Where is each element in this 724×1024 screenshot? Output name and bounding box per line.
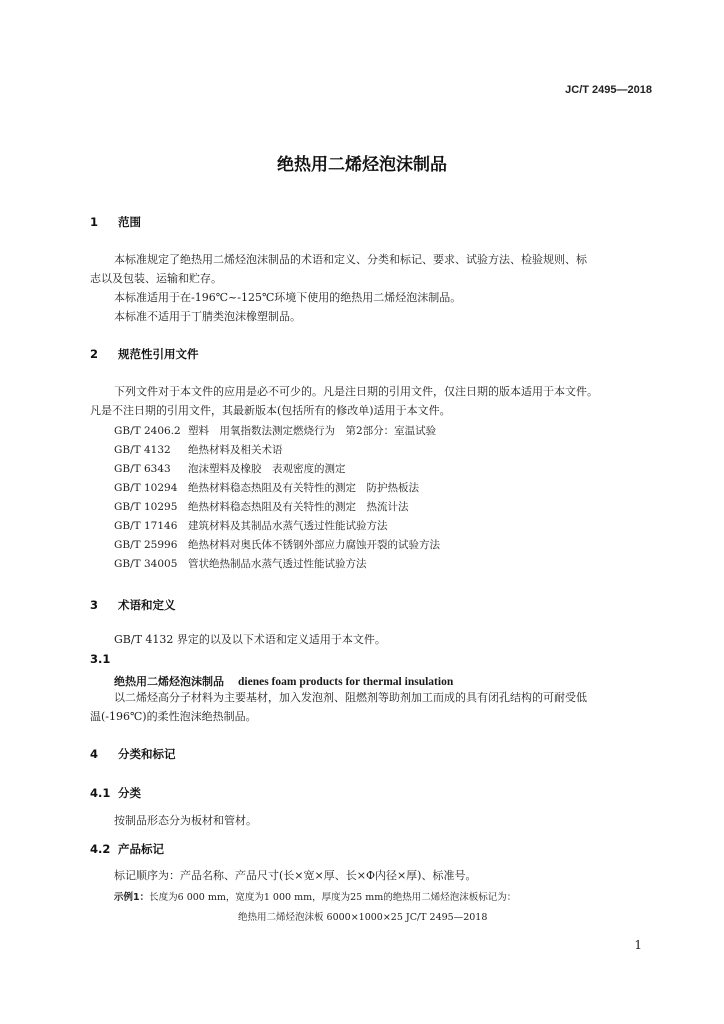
example-line	[114, 889, 516, 903]
section-1-para-1-line-2: 志以及包装、运输和贮存。	[90, 272, 222, 285]
reference-code: GB/T 6343	[114, 463, 171, 475]
section-1-para-3: 本标准不适用于丁腈类泡沫橡塑制品。	[114, 310, 301, 323]
reference-item	[114, 537, 440, 552]
example-marking: 绝热用二烯烃泡沫板 6000×1000×25 JC/T 2495—2018	[238, 912, 488, 923]
reference-code: GB/T 34005	[114, 558, 178, 570]
subsection-number: 4.1	[90, 786, 111, 800]
term-english: dienes foam products for thermal insulation	[238, 676, 454, 688]
section-title: 范围	[118, 215, 141, 229]
reference-title: 建筑材料及其制品水蒸气透过性能试验方法	[188, 520, 388, 532]
section-title: 分类和标记	[118, 747, 176, 761]
subsection-4-1-heading	[90, 785, 141, 801]
section-2-intro-line-2: 凡是不注日期的引用文件，其最新版本(包括所有的修改单)适用于本文件。	[90, 404, 451, 417]
reference-item	[114, 423, 436, 438]
subsection-title: 分类	[118, 786, 141, 800]
term-definition-line-2: 温(-196℃)的柔性泡沫绝热制品。	[90, 710, 257, 723]
subsection-4-2-heading	[90, 841, 164, 857]
document-title: 绝热用二烯烃泡沫制品	[277, 155, 447, 175]
reference-code: GB/T 17146	[114, 520, 178, 532]
reference-title: 泡沫塑料及橡胶 表观密度的测定	[188, 463, 346, 475]
reference-item	[114, 480, 419, 495]
section-number: 4	[90, 747, 99, 761]
example-text: 长度为6 000 mm，宽度为1 000 mm，厚度为25 mm的绝热用二烯烃泡沫板标记为：	[149, 892, 517, 903]
reference-item	[114, 461, 346, 476]
reference-title: 管状绝热制品水蒸气透过性能试验方法	[188, 558, 367, 570]
section-title: 术语和定义	[118, 598, 176, 612]
subsection-title: 产品标记	[118, 842, 164, 856]
subsection-number: 4.2	[90, 842, 111, 856]
reference-code: GB/T 10295	[114, 501, 178, 513]
reference-item	[114, 518, 388, 533]
section-3-heading	[90, 597, 176, 613]
term-entry	[114, 670, 453, 689]
section-1-para-1-line-1: 本标准规定了绝热用二烯烃泡沫制品的术语和定义、分类和标记、要求、试验方法、检验规则、标	[114, 253, 587, 266]
reference-title: 塑料 用氧指数法测定燃烧行为 第2部分：室温试验	[188, 425, 437, 437]
reference-code: GB/T 4132	[114, 444, 171, 456]
page-number: 1	[634, 938, 642, 952]
section-2-heading	[90, 346, 199, 362]
section-3-intro: GB/T 4132 界定的以及以下术语和定义适用于本文件。	[114, 633, 386, 646]
section-1-heading	[90, 214, 141, 230]
example-label: 示例1：	[114, 892, 150, 903]
subsection-4-1-text: 按制品形态分为板材和管材。	[114, 814, 257, 827]
reference-title: 绝热材料稳态热阻及有关特性的测定 防护热板法	[188, 482, 419, 494]
standard-code: JC/T 2495—2018	[565, 84, 652, 96]
reference-item	[114, 499, 409, 514]
section-number: 2	[90, 347, 99, 361]
reference-title: 绝热材料稳态热阻及有关特性的测定 热流计法	[188, 501, 409, 513]
section-number: 3	[90, 598, 99, 612]
marking-order-text: 标记顺序为：产品名称、产品尺寸(长×宽×厚、长×Φ内径×厚)、标准号。	[114, 869, 477, 882]
reference-item	[114, 556, 367, 571]
term-definition-line-1: 以二烯烃高分子材料为主要基材，加入发泡剂、阻燃剂等助剂加工而成的具有闭孔结构的可耐受低	[114, 691, 587, 704]
reference-code: GB/T 25996	[114, 539, 178, 551]
reference-title: 绝热材料及相关术语	[188, 444, 283, 456]
reference-item	[114, 442, 283, 457]
reference-title: 绝热材料对奥氏体不锈钢外部应力腐蚀开裂的试验方法	[188, 539, 440, 551]
section-2-intro-line-1: 下列文件对于本文件的应用是必不可少的。凡是注日期的引用文件，仅注日期的版本适用于本文件。	[114, 385, 598, 398]
section-title: 规范性引用文件	[118, 347, 199, 361]
reference-code: GB/T 10294	[114, 482, 178, 494]
section-4-heading	[90, 746, 176, 762]
section-1-para-2: 本标准适用于在-196℃~-125℃环境下使用的绝热用二烯烃泡沫制品。	[114, 291, 462, 304]
term-chinese: 绝热用二烯烃泡沫制品	[114, 675, 224, 688]
section-number: 1	[90, 215, 99, 229]
subsection-3-1-number: 3.1	[90, 652, 111, 666]
reference-code: GB/T 2406.2	[114, 425, 181, 437]
